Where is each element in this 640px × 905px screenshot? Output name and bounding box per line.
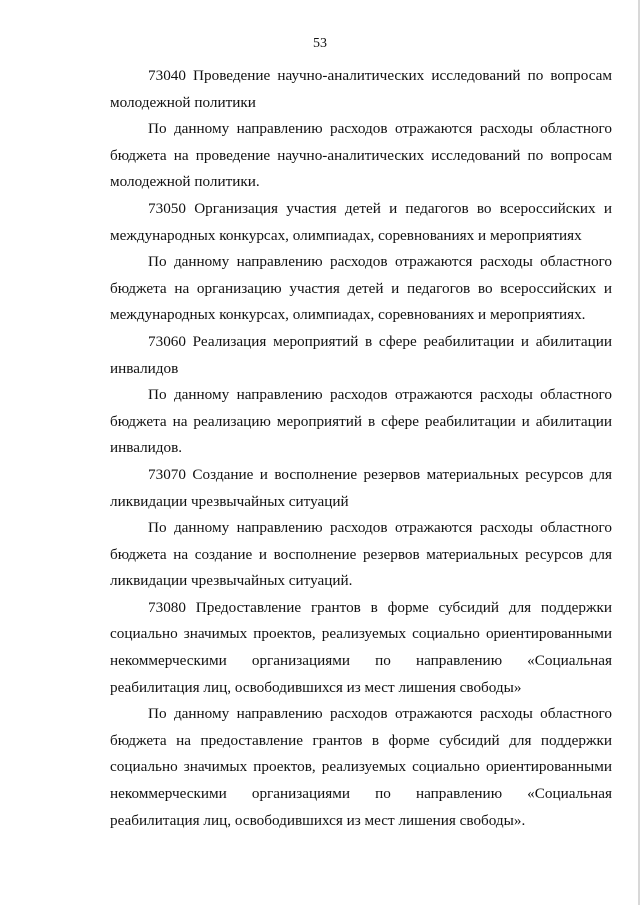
body-73060: По данному направлению расходов отражаются расходы областного бюджета на реализацию мероприятий в сфере реабилитации и абилитации инвалидов. (110, 386, 612, 457)
document-body (110, 63, 612, 834)
body-73040: По данному направлению расходов отражаются расходы областного бюджета на проведение научно-аналитических исследований по вопросам молодежной политики. (110, 120, 612, 191)
body-73070: По данному направлению расходов отражаются расходы областного бюджета на создание и восполнение резервов материальных ресурсов для ликвидации чрезвычайных ситуаций. (110, 519, 612, 590)
heading-73050: 73050 Организация участия детей и педагогов во всероссийских и международных конкурсах, олимпиадах, соревнованиях и мероприятиях (110, 199, 612, 244)
body-73050: По данному направлению расходов отражаются расходы областного бюджета на организацию участия детей и педагогов во всероссийских и международных конкурсах, олимпиадах, соревнованиях и мероприятиях. (110, 253, 612, 324)
heading-73040: 73040 Проведение научно-аналитических исследований по вопросам молодежной политики (110, 67, 612, 111)
heading-73060: 73060 Реализация мероприятий в сфере реабилитации и абилитации инвалидов (110, 332, 612, 377)
page-number: 53 (313, 36, 327, 51)
heading-73070: 73070 Создание и восполнение резервов материальных ресурсов для ликвидации чрезвычайных ситуаций (110, 465, 612, 510)
body-73080: По данному направлению расходов отражаются расходы областного бюджета на предоставление грантов в форме субсидий для поддержки социально значимых проектов, реализуемых социально ориентированными некоммерческими организациями по направлению «Социальная реабилитация лиц, освободившихся из мест лишения свободы». (110, 705, 612, 829)
heading-73080: 73080 Предоставление грантов в форме субсидий для поддержки социально значимых проектов, реализуемых социально ориентированными некоммерческими организациями по направлению «Социальная реабилитация лиц, освободившихся из мест лишения свободы» (110, 598, 612, 696)
